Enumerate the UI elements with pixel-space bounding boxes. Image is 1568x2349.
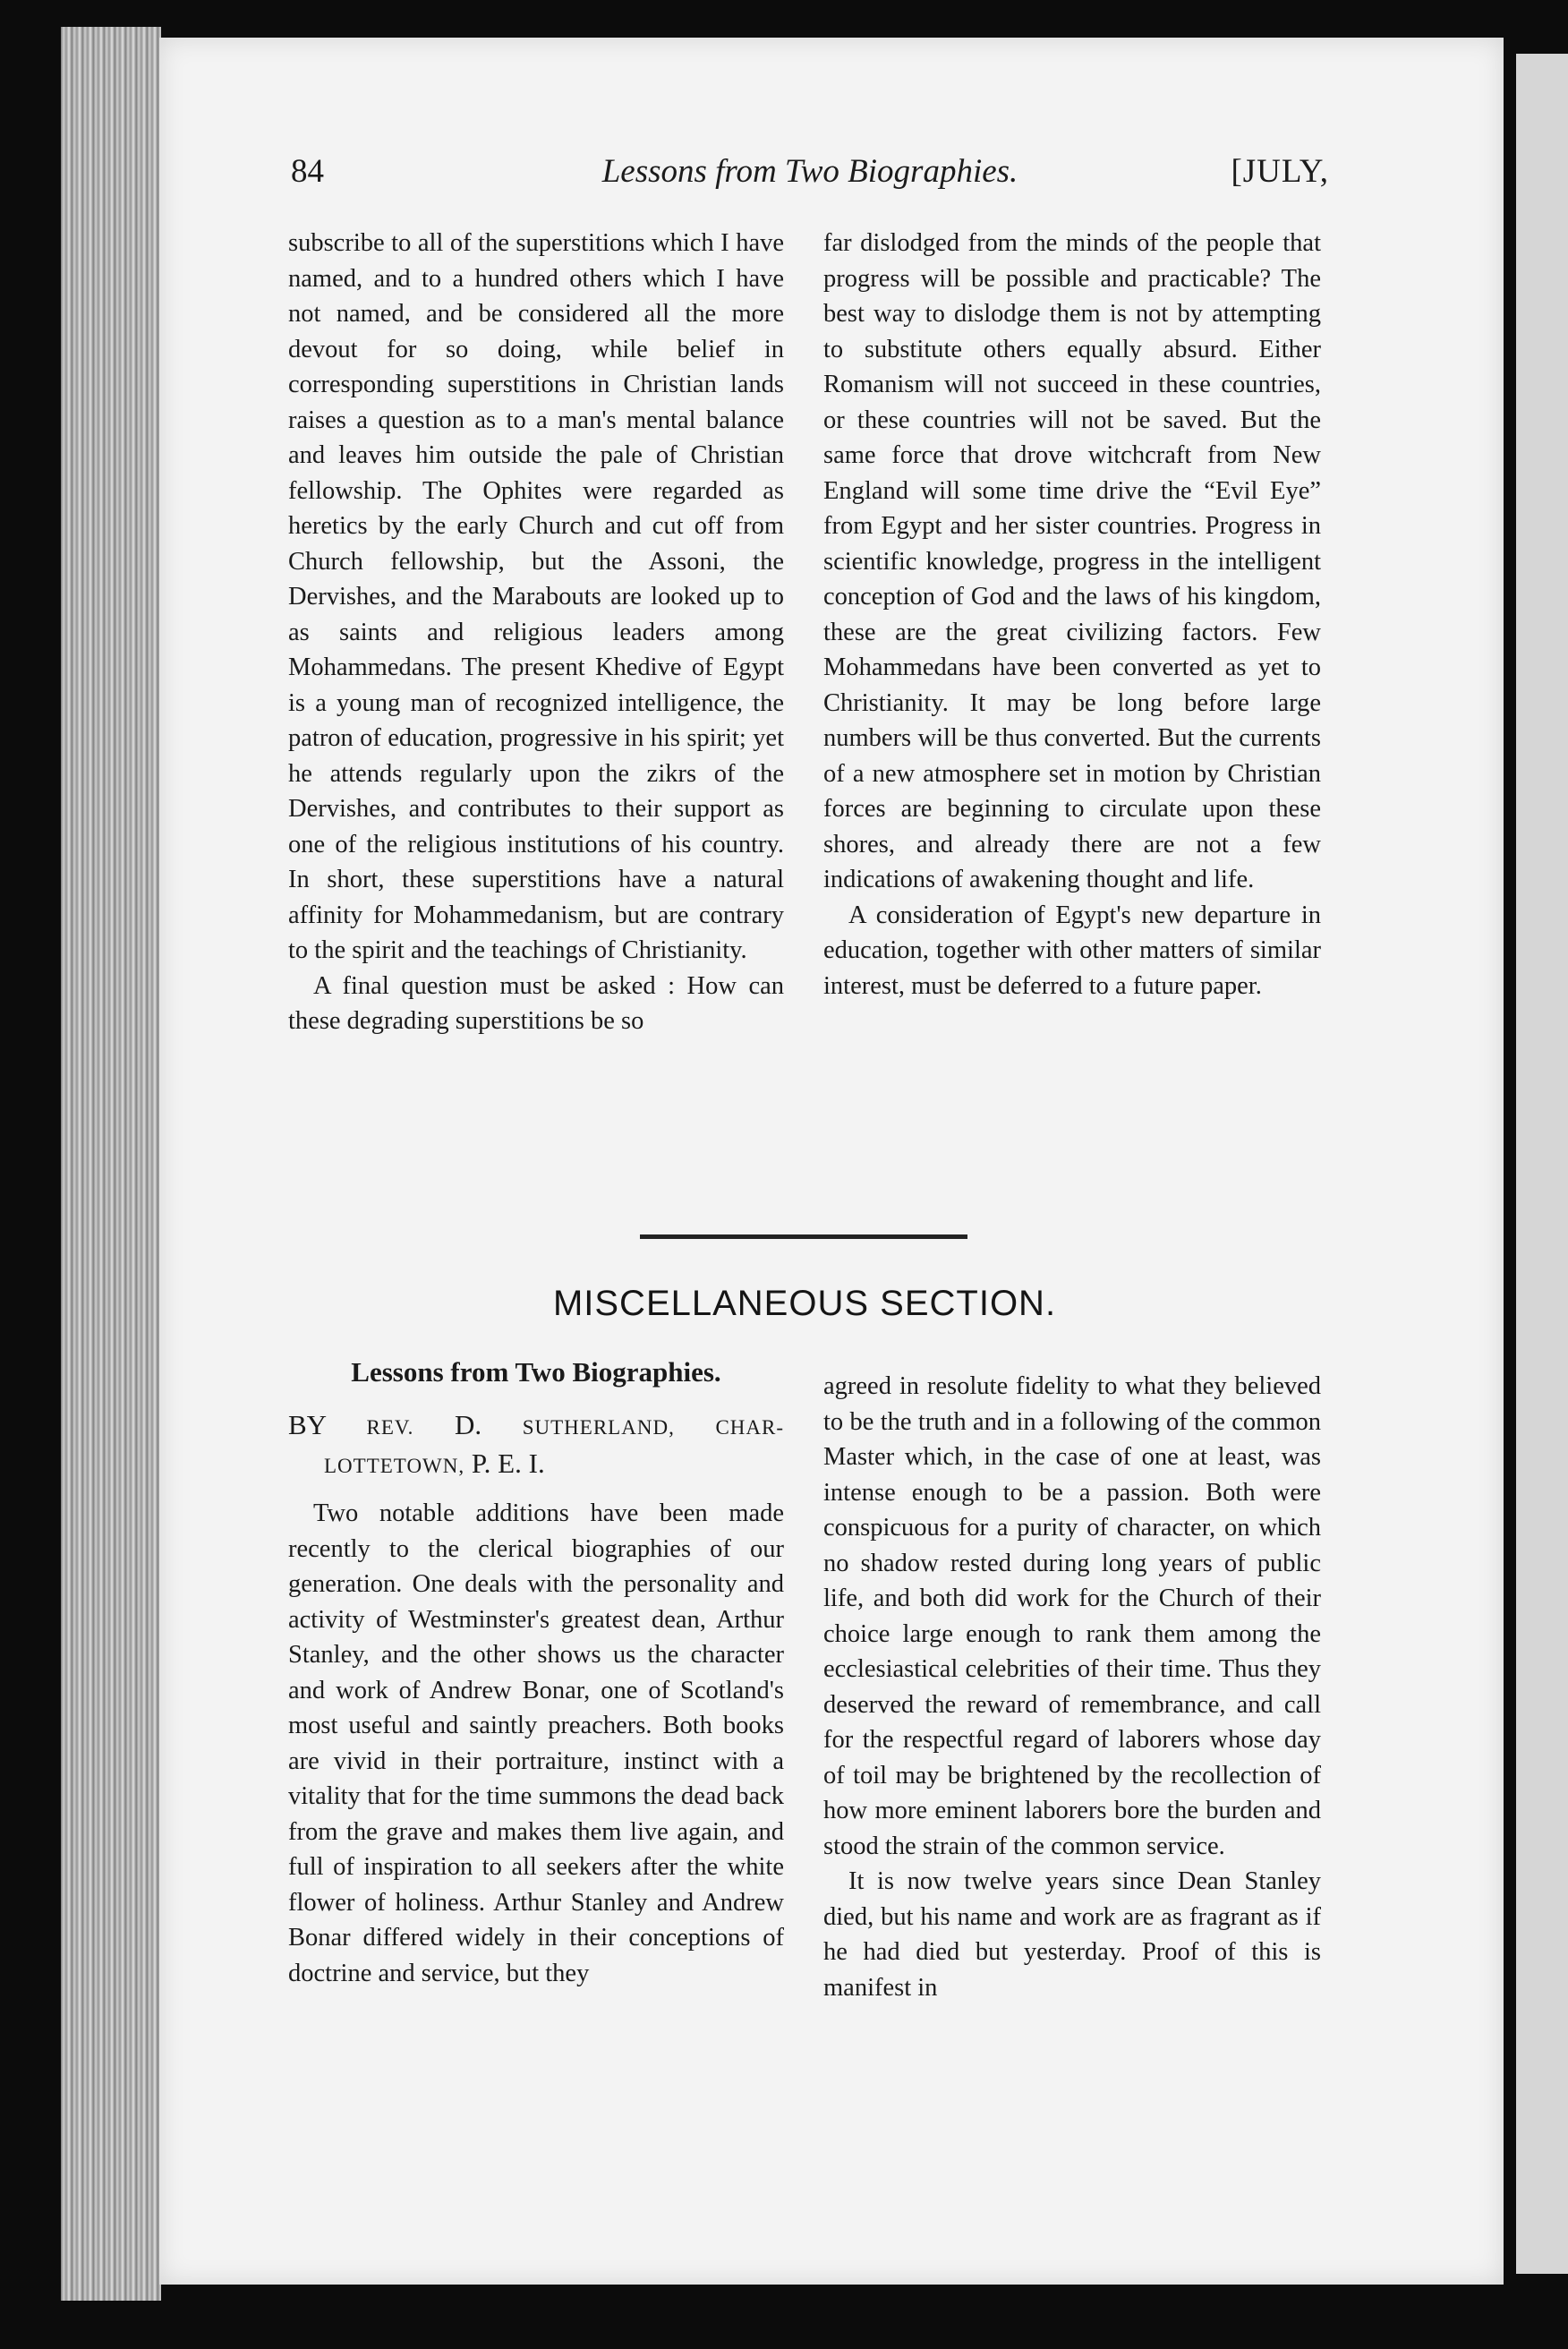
upper-right-column <box>823 226 1321 1004</box>
byline-by: BY <box>288 1409 326 1440</box>
running-header <box>291 152 1329 197</box>
lower-left-column <box>288 1496 784 1991</box>
page-number: 84 <box>291 153 324 190</box>
byline-title: REV. <box>366 1416 414 1439</box>
paragraph: Two notable additions have been made recently to the clerical biographies of our generation. One deals with the personality and activity of Westminster's greatest dean, Arthur Stanley, and the other shows us the character and work of Andrew Bonar, one of Scotland's most useful and saintly preachers. Both books are vivid in their portraiture, instinct with a vitality that for the time summons the dead back from the grave and makes them live again, and full of inspiration to all seekers after the white flower of holiness. Arthur Stanley and Andrew Bonar differed widely in their conceptions of doctrine and service, but they <box>288 1499 784 1987</box>
byline-place-end: LOTTETOWN, <box>324 1455 465 1477</box>
paragraph: far dislodged from the minds of the people that progress will be possible and practicable? The best way to dislodge them is not by attempting to substitute others equally absurd. Either Romanism will not succeed in these countries, or these countries will not be saved. But the same force that drove witchcraft from New England will some time drive the “Evil Eye” from Egypt and her sister countries. Progress in scientific knowledge, progress in the intelligent conception of God and the laws of his kingdom, these are the great civilizing factors. Few Mohammedans have been converted as yet to Christianity. It may be long before large numbers will be thus converted. But the currents of a new atmosphere set in motion by Christian forces are beginning to circulate upon these shores, and already there are not a few indications of awakening thought and life. <box>823 229 1321 893</box>
paragraph: A consideration of Egypt's new departure in education, together with other matters of similar interest, must be deferred to a future paper. <box>823 901 1321 1000</box>
issue-month: [JULY, <box>1231 153 1329 190</box>
section-heading: MISCELLANEOUS SECTION. <box>552 1284 1057 1323</box>
section-divider <box>640 1234 967 1239</box>
upper-left-column <box>288 226 784 1039</box>
running-title: Lessons from Two Biographies. <box>601 153 1018 190</box>
paragraph: A final question must be asked : How can these degrading superstitions be so <box>288 971 784 1035</box>
facing-page-edge <box>1516 54 1568 2274</box>
byline-place-start: CHAR- <box>715 1416 785 1439</box>
byline-initial: D. <box>454 1409 482 1440</box>
byline-surname: SUTHERLAND, <box>522 1416 675 1439</box>
article-title: Lessons from Two Biographies. <box>351 1356 721 1388</box>
book-spine-edge <box>61 27 161 2301</box>
article-byline <box>288 1407 784 1484</box>
paragraph: It is now twelve years since Dean Stanley died, but his name and work are as fragrant as if he had died but yesterday. Proof of this is manifest in <box>823 1867 1321 2002</box>
paragraph: agreed in resolute fidelity to what they believed to be the truth and in a following of the common Master which, in the case of one at least, was intense enough to be a passion. Both were conspicuous for a purity of character, on which no shadow rested during long years of public life, and both did work for the Church of their choice large enough to rank them among the ecclesiastical celebrities of their time. Thus they deserved the reward of remembrance, and call for the respectful regard of laborers whose day of toil may be brightened by the recollection of how more eminent laborers bore the burden and stood the strain of the common service. <box>823 1372 1321 1860</box>
lower-right-column <box>823 1369 1321 2005</box>
byline-province: P. E. I. <box>471 1448 545 1479</box>
paragraph: subscribe to all of the superstitions which I have named, and to a hundred others which I have not named, and be considered all the more devout for so doing, while belief in corresponding superstitions in Christian lands raises a question as to a man's mental balance and leaves him outside the pale of Christian fellowship. The Ophites were regarded as heretics by the early Church and cut off from Church fellowship, but the Assoni, the Dervishes, and the Marabouts are looked up to as saints and religious leaders among Mohammedans. The present Khedive of Egypt is a young man of recognized intelligence, the patron of education, progressive in his spirit; yet he attends regularly upon the zikrs of the Dervishes, and contributes to their support as one of the religious institutions of his country. In short, these superstitions have a natural affinity for Mohammedanism, but are contrary to the spirit and the teachings of Christianity. <box>288 229 784 964</box>
